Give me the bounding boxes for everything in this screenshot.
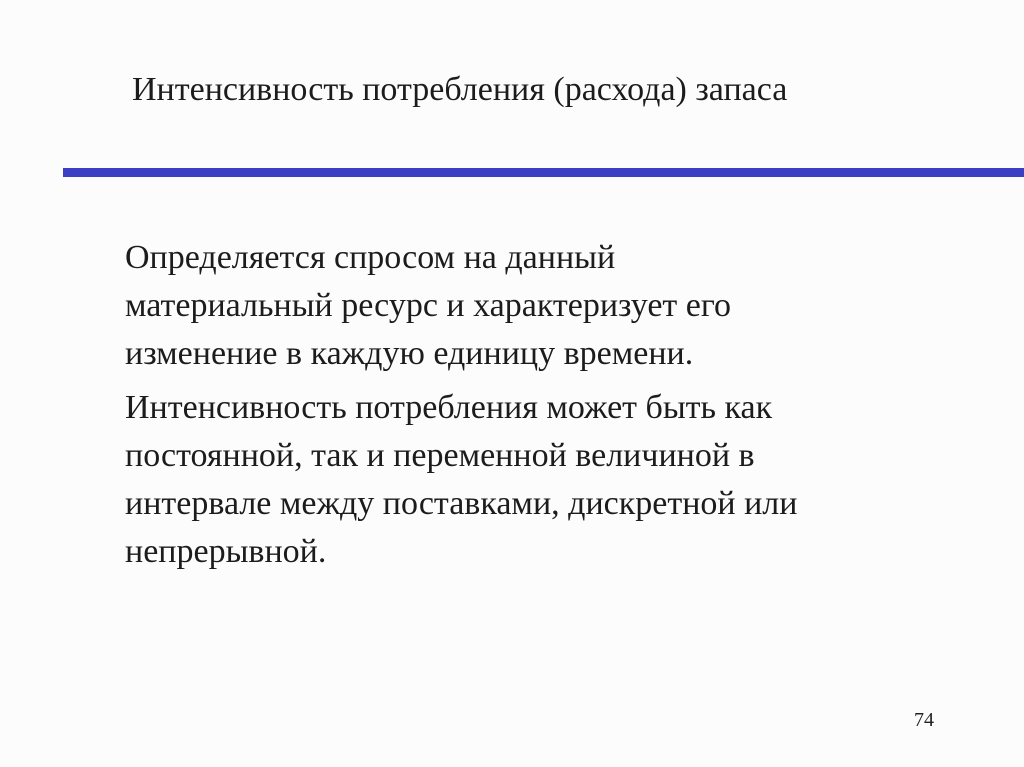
- page-number: 74: [914, 709, 934, 731]
- text-line: Интенсивность потребления может быть как: [125, 389, 773, 426]
- slide-title: Интенсивность потребления (расхода) запаса: [132, 71, 788, 108]
- text-line: Определяется спросом на данный: [125, 239, 616, 276]
- slide-body: [125, 234, 945, 576]
- paragraph-intensity: [125, 384, 945, 576]
- text-line: изменение в каждую единицу времени.: [125, 335, 694, 372]
- text-line: материальный ресурс и характеризует его: [125, 287, 731, 324]
- paragraph-definition: [125, 234, 945, 378]
- text-line: непрерывной.: [125, 533, 327, 570]
- text-line: интервале между поставками, дискретной или: [125, 485, 798, 522]
- title-divider: [63, 168, 1024, 177]
- text-line: постоянной, так и переменной величиной в: [125, 437, 755, 474]
